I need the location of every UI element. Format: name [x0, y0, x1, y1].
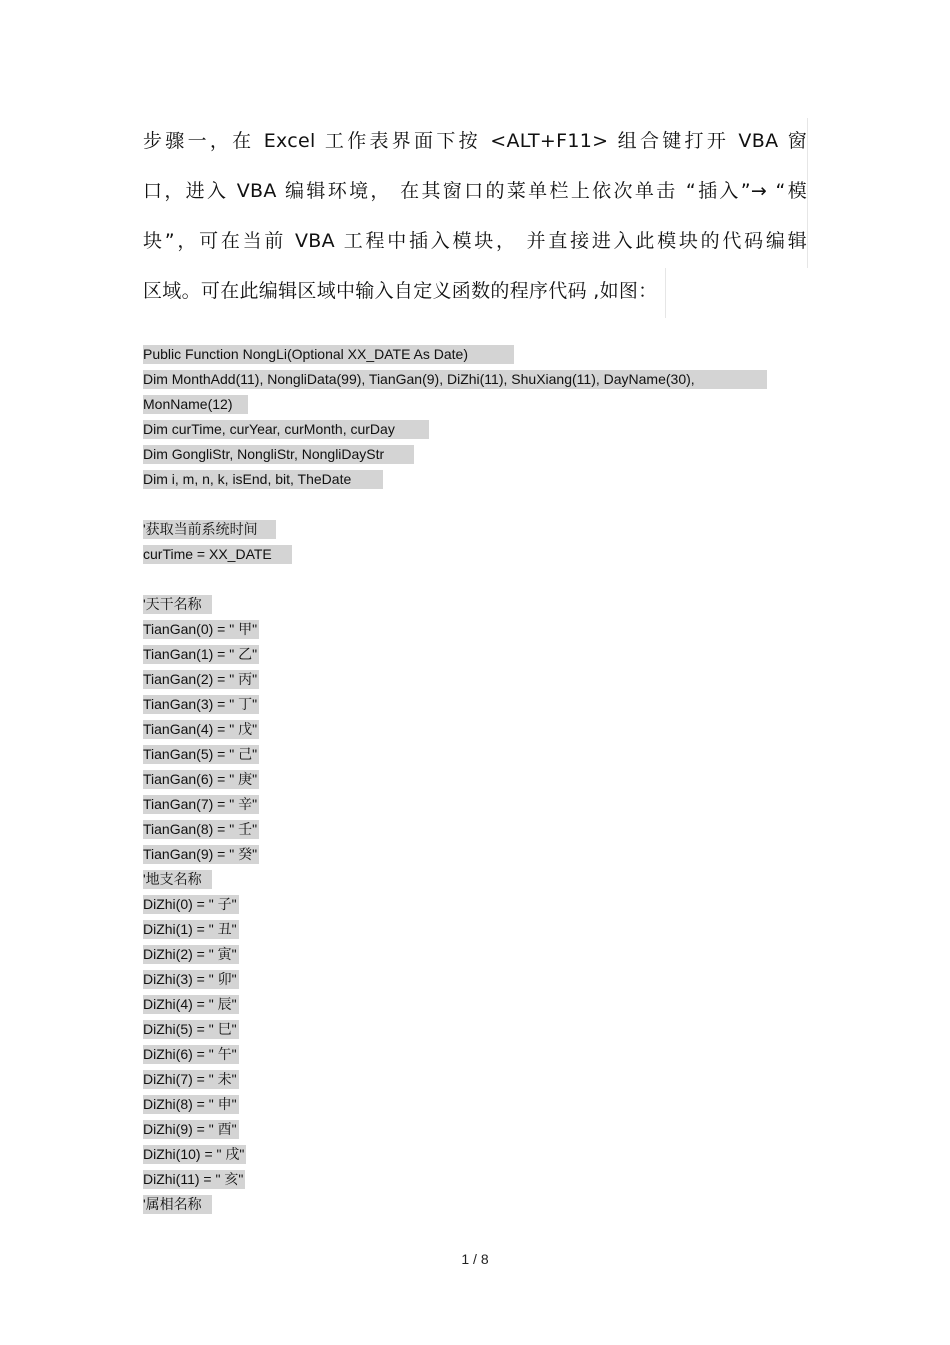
code-text: DiZhi(7) = " 未" — [143, 1071, 237, 1087]
code-text: TianGan(4) = " 戊" — [143, 721, 258, 737]
code-text: Dim i, m, n, k, isEnd, bit, TheDate — [143, 470, 383, 489]
code-text: DiZhi(1) = " 丑" — [143, 921, 237, 937]
code-line — [143, 1070, 808, 1095]
code-text: DiZhi(3) = " 卯" — [143, 971, 237, 987]
code-text: TianGan(6) = " 庚" — [143, 771, 258, 787]
code-line — [143, 620, 808, 645]
code-text: TianGan(0) = " 甲" — [143, 621, 258, 637]
code-line — [143, 820, 808, 845]
code-line — [143, 945, 808, 970]
code-text: DiZhi(6) = " 午" — [143, 1046, 237, 1062]
code-text: Dim GongliStr, NongliStr, NongliDayStr — [143, 445, 414, 464]
code-line — [143, 1095, 808, 1120]
code-text: DiZhi(5) = " 巳" — [143, 1021, 237, 1037]
code-line — [143, 1020, 808, 1045]
code-line — [143, 995, 808, 1020]
code-text: '地支名称 — [143, 870, 212, 889]
code-text: TianGan(3) = " 丁" — [143, 696, 258, 712]
code-blank-line — [143, 495, 808, 520]
code-comment-line — [143, 1195, 808, 1220]
code-text: curTime = XX_DATE — [143, 545, 292, 564]
code-text: TianGan(5) = " 己" — [143, 746, 258, 762]
code-line — [143, 395, 808, 420]
intro-line: 步骤一，在 Excel 工作表界面下按 <ALT+F11> 组合键打开 VBA 窗 — [143, 118, 808, 168]
code-text: '天干名称 — [143, 595, 212, 614]
code-blank-line — [143, 570, 808, 595]
code-comment-line — [143, 595, 808, 620]
code-text: TianGan(2) = " 丙" — [143, 671, 258, 687]
code-text: Dim MonthAdd(11), NongliData(99), TianGan(9), DiZhi(11), ShuXiang(11), DayName(30), — [143, 370, 767, 389]
intro-line: 区域。可在此编辑区域中输入自定义函数的程序代码 ,如图： — [143, 268, 666, 318]
code-line — [143, 920, 808, 945]
intro-paragraph — [143, 118, 808, 322]
code-text: TianGan(8) = " 壬" — [143, 821, 258, 837]
code-line — [143, 645, 808, 670]
code-text: DiZhi(4) = " 辰" — [143, 996, 237, 1012]
code-line — [143, 1145, 808, 1170]
code-line — [143, 695, 808, 720]
code-text: DiZhi(9) = " 酉" — [143, 1121, 237, 1137]
code-line — [143, 745, 808, 770]
code-line — [143, 1170, 808, 1195]
code-line — [143, 370, 808, 395]
code-text: '属相名称 — [143, 1195, 212, 1214]
code-line — [143, 845, 808, 870]
code-text: DiZhi(11) = " 亥" — [143, 1171, 244, 1187]
page-number: 1 / 8 — [461, 1251, 489, 1267]
code-text: TianGan(1) = " 乙" — [143, 646, 258, 662]
code-line — [143, 420, 808, 445]
code-line — [143, 345, 808, 370]
code-line — [143, 895, 808, 920]
code-text: DiZhi(8) = " 申" — [143, 1096, 237, 1112]
code-text: DiZhi(10) = " 戌" — [143, 1146, 245, 1162]
code-line — [143, 545, 808, 570]
code-line — [143, 720, 808, 745]
code-line — [143, 1045, 808, 1070]
code-line — [143, 1120, 808, 1145]
code-text: DiZhi(0) = " 子" — [143, 896, 237, 912]
code-line — [143, 445, 808, 470]
code-text: TianGan(9) = " 癸" — [143, 846, 258, 862]
code-block — [143, 345, 808, 1220]
code-text: Public Function NongLi(Optional XX_DATE As Date) — [143, 345, 514, 364]
code-line — [143, 670, 808, 695]
intro-line: 口，进入 VBA 编辑环境， 在其窗口的菜单栏上依次单击 “插入”→ “模 — [143, 168, 808, 218]
intro-line: 块”，可在当前 VBA 工程中插入模块， 并直接进入此模块的代码编辑 — [143, 218, 808, 268]
code-text: DiZhi(2) = " 寅" — [143, 946, 237, 962]
code-text: '获取当前系统时间 — [143, 520, 276, 539]
code-text: Dim curTime, curYear, curMonth, curDay — [143, 420, 429, 439]
code-line — [143, 970, 808, 995]
code-text: TianGan(7) = " 辛" — [143, 796, 258, 812]
code-line — [143, 795, 808, 820]
code-line — [143, 470, 808, 495]
code-comment-line — [143, 520, 808, 545]
code-text: MonName(12) — [143, 395, 248, 414]
code-comment-line — [143, 870, 808, 895]
code-line — [143, 770, 808, 795]
